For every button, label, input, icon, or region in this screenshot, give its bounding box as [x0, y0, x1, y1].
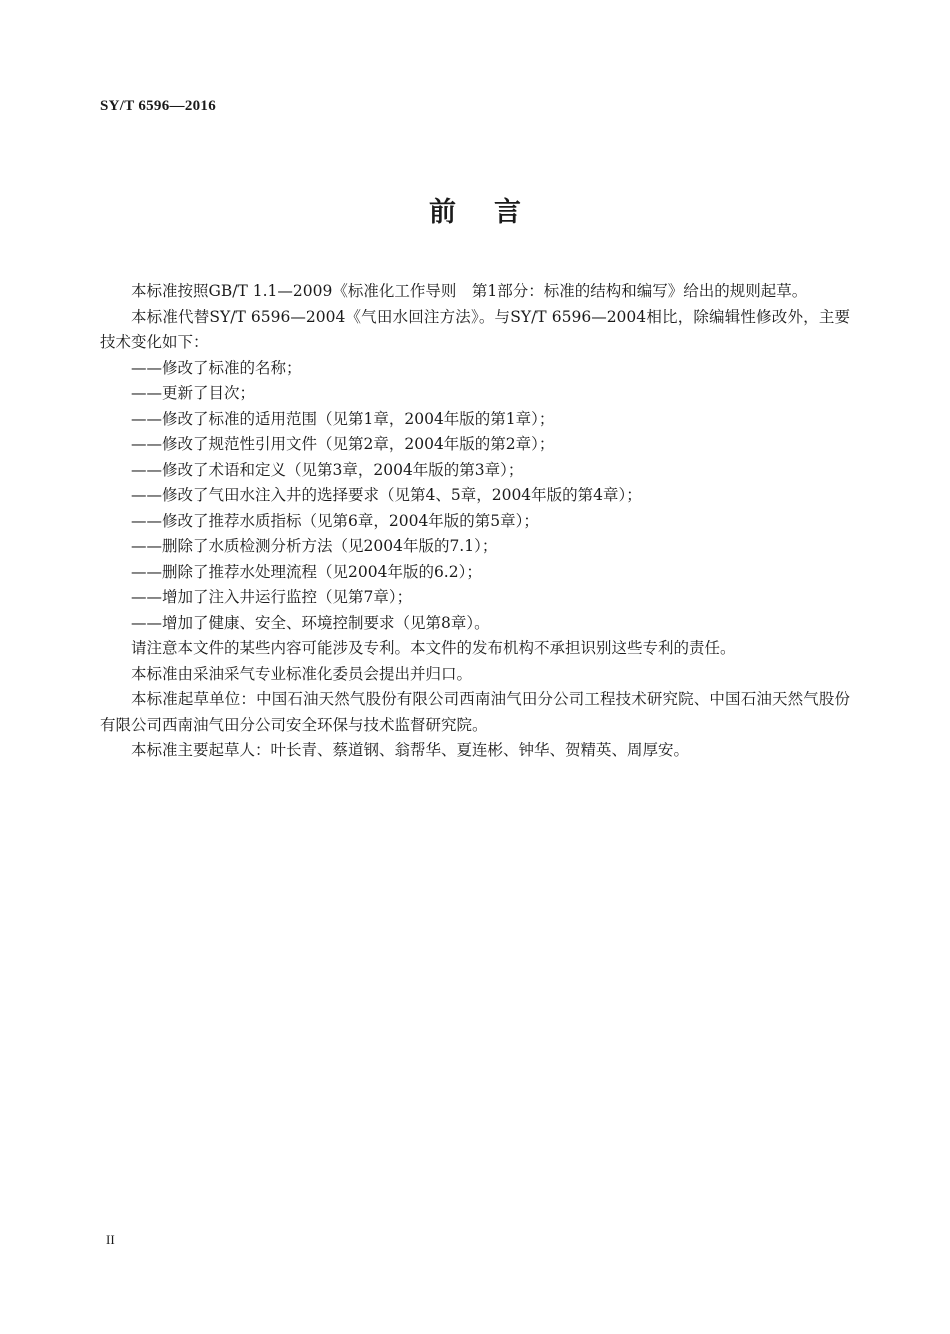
- paragraph-replacement: 本标准代替SY/T 6596—2004《气田水回注方法》。与SY/T 6596—2004相比，除编辑性修改外，主要技术变化如下：: [100, 307, 850, 351]
- list-item: ——更新了目次；: [131, 384, 256, 402]
- list-item: ——删除了推荐水处理流程（见2004年版的6.2）；: [131, 562, 482, 581]
- standard-code: SY/T 6596—2016: [100, 98, 217, 114]
- paragraph-drafting-units: 本标准起草单位：中国石油天然气股份有限公司西南油气田分公司工程技术研究院、中国石油天然气股份有限公司西南油气田分公司安全环保与技术监督研究院。: [100, 690, 850, 734]
- list-item: ——修改了标准的适用范围（见第1章，2004年版的第1章）；: [131, 409, 555, 428]
- list-item: ——删除了水质检测分析方法（见2004年版的7.1）；: [131, 537, 498, 555]
- paragraph-patent-notice: 请注意本文件的某些内容可能涉及专利。本文件的发布机构不承担识别这些专利的责任。: [131, 639, 736, 657]
- foreword-body: [100, 279, 850, 764]
- paragraph-proposer: 本标准由采油采气专业标准化委员会提出并归口。: [131, 664, 473, 683]
- list-item: ——修改了推荐水质指标（见第6章，2004年版的第5章）；: [131, 511, 539, 530]
- paragraph-drafters: 本标准主要起草人：叶长青、蔡道钢、翁帮华、夏连彬、钟华、贺精英、周厚安。: [131, 741, 690, 759]
- list-item: ——增加了注入井运行监控（见第7章）；: [131, 588, 413, 606]
- paragraph-drafting-rules: 本标准按照GB/T 1.1—2009《标准化工作导则 第1部分：标准的结构和编写》给出的规则起草。: [131, 282, 808, 300]
- list-item: ——修改了气田水注入井的选择要求（见第4、5章，2004年版的第4章）；: [131, 486, 642, 504]
- list-item: ——修改了标准的名称；: [131, 358, 302, 377]
- list-item: ——修改了规范性引用文件（见第2章，2004年版的第2章）；: [131, 435, 555, 453]
- changes-list: [100, 356, 850, 637]
- list-item: ——修改了术语和定义（见第3章，2004年版的第3章）；: [131, 460, 524, 479]
- page-title: 前言: [429, 197, 559, 228]
- page-number: II: [106, 1232, 115, 1247]
- list-item: ——增加了健康、安全、环境控制要求（见第8章）。: [131, 613, 490, 632]
